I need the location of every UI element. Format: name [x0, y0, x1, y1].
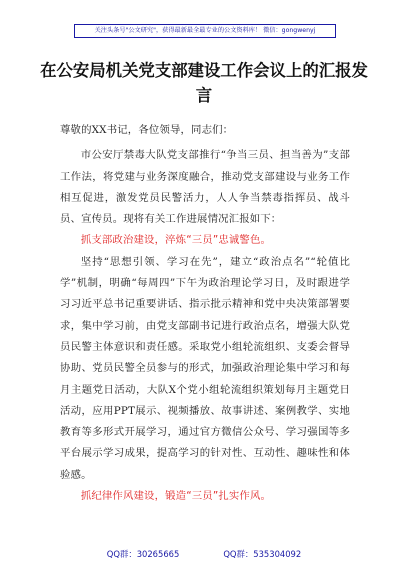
document-body [60, 120, 350, 507]
section-heading-discipline: 抓纪律作风建设，锻造“三员”扎实作风。 [80, 490, 272, 503]
body-paragraph-political: 坚持“思想引领、学习在先”，建立“政治点名”“轮值比学”机制，明确“每周四”下午为政治理论学习日，及时跟进学习习近平总书记重要讲话、指示批示精神和党中央决策部署要求，集中学习前，由党支部副书记进行政治点名，增强大队党员民警主体意识和责任感。采取党小组轮流组织、支委会督导协助、党员民警全员参与的形式，加强政治理论集中学习和每月主题党日活动，大队X个党小组轮流组织策划每月主题党日活动，应用PPT展示、视频播放、故事讲述、案例教学、实地教育等多形式开展学习，通过官方微信公众号、学习强国等多平台展示学习成果，提高学习的针对性、互动性、趣味性和体验感。 [60, 255, 350, 481]
section-heading-political: 抓支部政治建设，淬炼“三员”忠诚警色。 [80, 234, 272, 247]
qq-group-1: QQ群：30265665 [106, 549, 180, 559]
qq-group-2: QQ群：535304092 [223, 549, 302, 559]
salutation: 尊敬的XX书记，各位领导，同志们： [60, 124, 234, 136]
document-title: 在公安局机关党支部建设工作会议上的汇报发言 [40, 61, 368, 105]
footer-contact [0, 548, 408, 560]
intro-paragraph: 市公安厅禁毒大队党支部推行“争当三员、担当善为”支部工作法，将党建与业务深度融合，推动党支部建设与业务工作相互促进，激发党员民警活力，人人争当禁毒指挥员、战斗员、宣传员。现将有关工作进展情况汇报如下： [60, 149, 350, 226]
top-banner: 关注头条号"公文研究"，获得最新最全最专业的公文资料库！ 微信：gongwenyj [74, 24, 336, 38]
